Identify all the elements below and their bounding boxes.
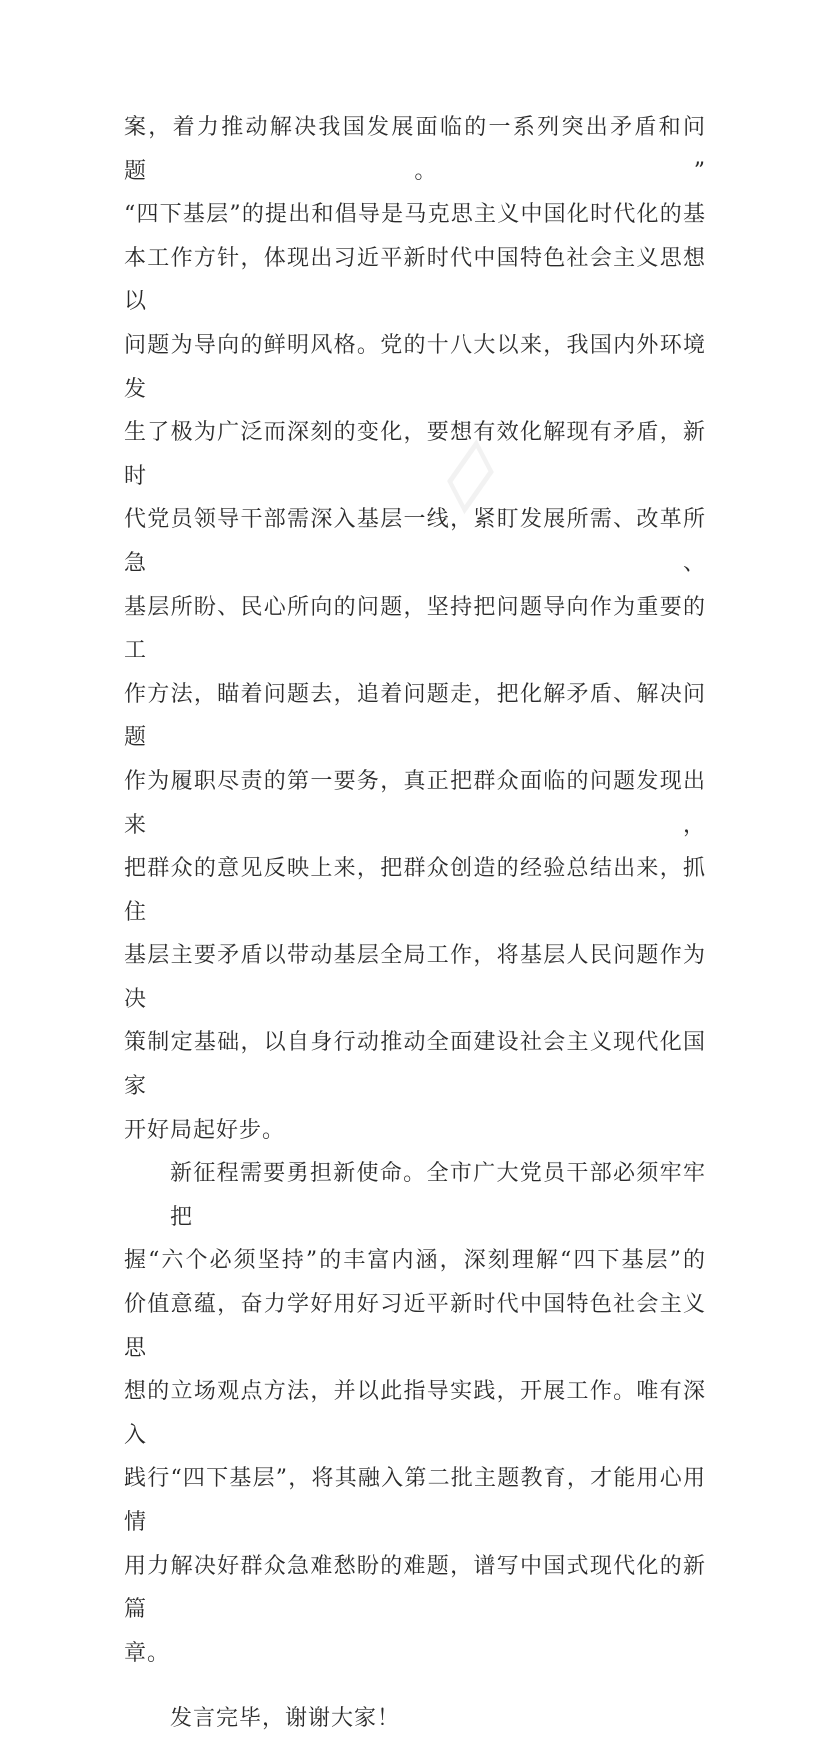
paragraph-2 — [124, 1152, 706, 1675]
text-line: 作方法，瞄着问题去，追着问题走，把化解矛盾、解决问题 — [124, 681, 706, 751]
text-line: 策制定基础，以自身行动推动全面建设社会主义现代化国家 — [124, 1030, 706, 1100]
text-line: 基层主要矛盾以带动基层全局工作，将基层人民问题作为决 — [124, 943, 706, 1012]
text-line: 本工作方针，体现出习近平新时代中国特色社会主义思想以 — [124, 245, 706, 315]
text-line: 用力解决好群众急难愁盼的难题，谱写中国式现代化的新篇 — [124, 1553, 706, 1623]
text-line: 握“六个必须坚持”的丰富内涵，深刻理解“四下基层”的 — [124, 1248, 706, 1274]
text-line: 作为履职尽责的第一要务，真正把群众面临的问题发现出来， — [124, 768, 706, 838]
text-line: 把群众的意见反映上来，把群众创造的经验总结出来，抓住 — [124, 856, 706, 925]
text-line: 问题为导向的鲜明风格。党的十八大以来，我国内外环境发 — [124, 332, 706, 402]
watermark: ▱ — [401, 414, 528, 531]
text-line: 新征程需要勇担新使命。全市广大党员干部必须牢牢把 — [170, 1161, 706, 1230]
text-line: “四下基层”的提出和倡导是马克思主义中国化时代化的基 — [124, 202, 706, 228]
document-body — [124, 106, 706, 1741]
text-line: 践行“四下基层”，将其融入第二批主题教育，才能用心用情 — [124, 1466, 706, 1535]
text-line: 基层所盼、民心所向的问题，坚持把问题导向作为重要的工 — [124, 594, 706, 664]
paragraph-1 — [124, 106, 706, 1152]
text-line: 代党员领导干部需深入基层一线，紧盯发展所需、改革所急、 — [124, 507, 706, 576]
text-line: 章。 — [124, 1640, 171, 1666]
text-line: 想的立场观点方法，并以此指导实践，开展工作。唯有深入 — [124, 1379, 706, 1448]
closing-paragraph — [124, 1697, 706, 1741]
text-line: 开好局起好步。 — [124, 1117, 286, 1143]
text-line: 价值意蕴，奋力学好用好习近平新时代中国特色社会主义思 — [124, 1292, 706, 1361]
text-line: 案，着力推动解决我国发展面临的一系列突出矛盾和问题。” — [124, 115, 706, 184]
text-line: 发言完毕，谢谢大家！ — [170, 1706, 401, 1732]
text-line: 生了极为广泛而深刻的变化，要想有效化解现有矛盾，新时 — [124, 420, 706, 489]
